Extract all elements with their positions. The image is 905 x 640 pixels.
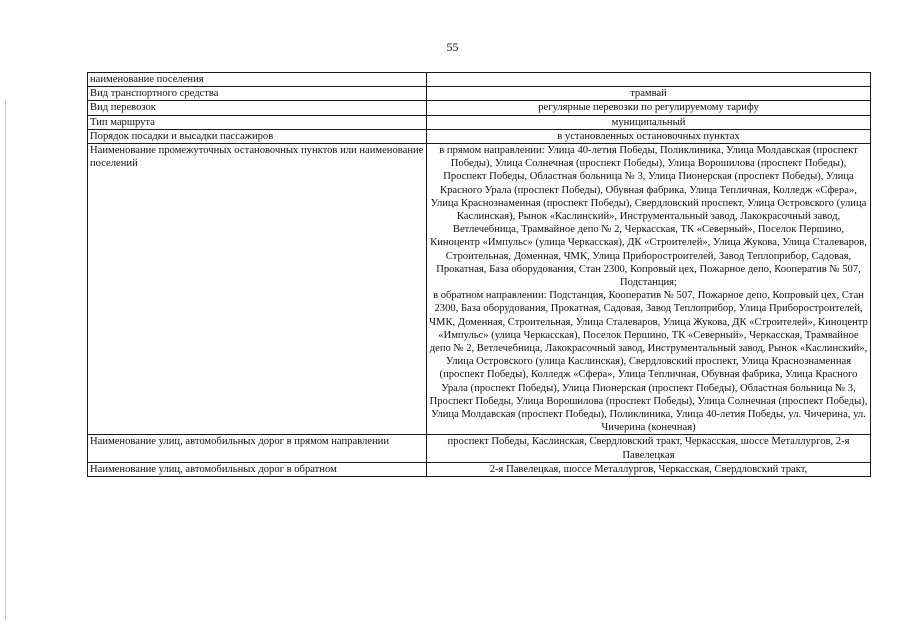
row-value — [427, 73, 871, 87]
row-value: муниципальный — [427, 115, 871, 129]
route-passport-table — [87, 72, 871, 477]
row-value: 2-я Павелецкая, шоссе Металлургов, Черкасская, Свердловский тракт, — [427, 462, 871, 476]
row-label: наименование поселения — [88, 73, 427, 87]
forward-stops: в прямом направлении: Улица 40-летия Победы, Поликлиника, Улица Молдавская (проспект Победы), Улица Солнечная (проспект Победы), Улица Ворошилова (проспект Победы), Проспект Победы, Областная больница № 3, Улица Пионерская (проспект Победы), Улица Красного Урала (проспект Победы), Обувная фабрика, Улица Тепличная, Колледж «Сфера», Улица Краснознаменная (проспект Победы), Свердловский проспект, Улица Островского (улица Каслинская), Рынок «Каслинский», Инструментальный завод, Лакокрасочный завод, Ветлечебница, Трамвайное депо № 2, Черкасская, ТК «Северный», Поселок Першино, Киноцентр «Импульс» (улица Черкасская), ДК «Строителей», Улица Жукова, Улица Сталеваров, Строительная, Доменная, ЧМК, Улица Приборостроителей, Завод Теплоприбор, Садовая, Прокатная, База оборудования, Стан 2300, Копровый цех, Пожарное депо, Кооператив № 507, Подстанция; — [430, 145, 867, 289]
table-row — [88, 101, 871, 115]
stops-list — [429, 144, 868, 434]
table-row — [88, 87, 871, 101]
row-value: проспект Победы, Каслинская, Свердловский тракт, Черкасская, шоссе Металлургов, 2-я Павелецкая — [427, 435, 871, 462]
row-value: в установленных остановочных пунктах — [427, 129, 871, 143]
row-value: трамвай — [427, 87, 871, 101]
table-row — [88, 144, 871, 435]
table-row — [88, 115, 871, 129]
reverse-stops: в обратном направлении: Подстанция, Кооператив № 507, Пожарное депо, Копровый цех, Стан 2300, База оборудования, Прокатная, Садовая, Завод Теплоприбор, Улица Приборостроителей, ЧМК, Доменная, Строительная, Улица Сталеваров, Улица Жукова, ДК «Строителей», Киноцентр «Импульс» (улица Черкасская), Поселок Першино, ТК «Северный», Черкасская, Трамвайное депо № 2, Ветлечебница, Лакокрасочный завод, Инструментальный завод, Рынок «Каслинский», Улица Островского (улица Каслинская), Свердловский проспект, Улица Краснознаменная (проспект Победы), Колледж «Сфера», Улица Тепличная, Обувная фабрика, Улица Красного Урала (проспект Победы), Улица Пионерская (проспект Победы), Областная больница № 3, Проспект Победы, Улица Ворошилова (проспект Победы), Улица Солнечная (проспект Победы), Улица Молдавская (проспект Победы), Поликлиника, Улица 40-летия Победы, ул. Чичерина, ул. Чичерина (конечная) — [429, 290, 868, 434]
row-label: Наименование промежуточных остановочных пунктов или наименование поселений — [88, 144, 427, 435]
row-label: Порядок посадки и высадки пассажиров — [88, 129, 427, 143]
stops-cell — [427, 144, 871, 435]
row-label: Наименование улиц, автомобильных дорог в обратном — [88, 462, 427, 476]
row-value: регулярные перевозки по регулируемому тарифу — [427, 101, 871, 115]
table-row — [88, 129, 871, 143]
table-row — [88, 462, 871, 476]
scan-edge-mark — [5, 100, 6, 620]
row-label: Тип маршрута — [88, 115, 427, 129]
table-row — [88, 435, 871, 462]
row-label: Наименование улиц, автомобильных дорог в прямом направлении — [88, 435, 427, 462]
table-row — [88, 73, 871, 87]
row-label: Вид перевозок — [88, 101, 427, 115]
row-label: Вид транспортного средства — [88, 87, 427, 101]
page-number: 55 — [446, 40, 459, 54]
